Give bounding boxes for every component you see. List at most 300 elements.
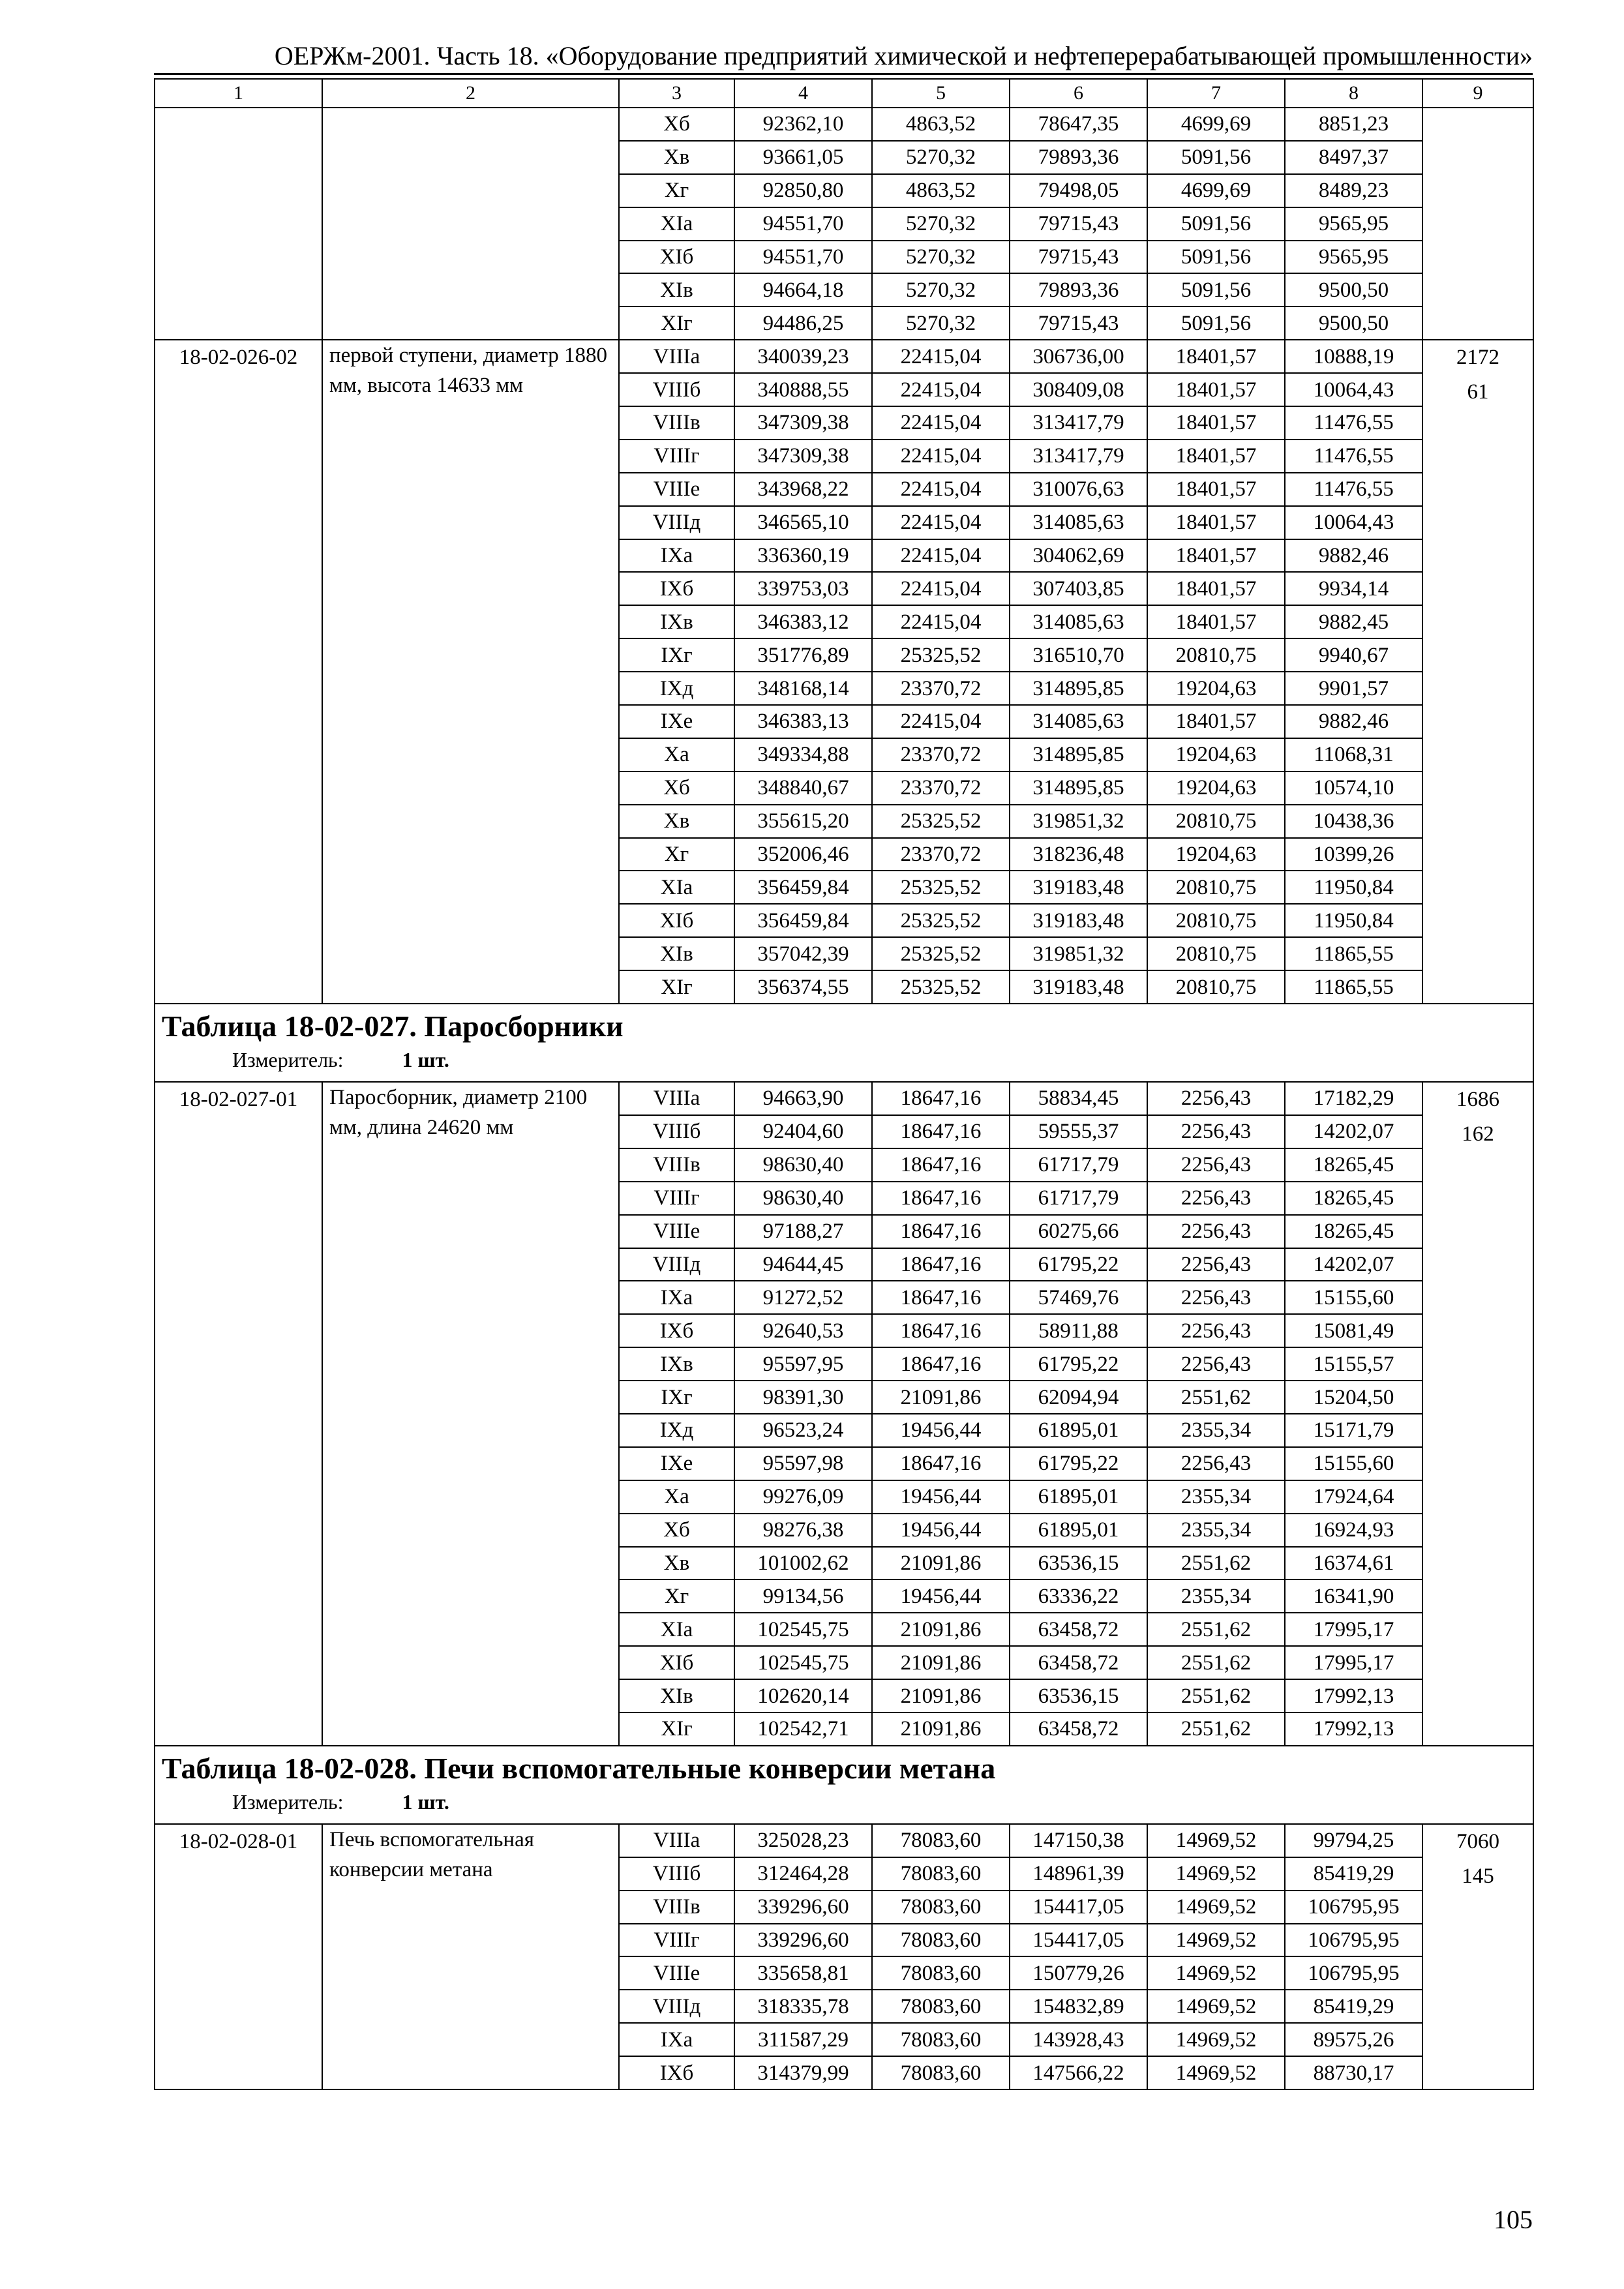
value-cell: 314085,63 (1010, 506, 1147, 539)
value-cell: 15155,57 (1285, 1347, 1422, 1381)
value-cell: 2355,34 (1147, 1414, 1285, 1447)
col9-value: 61 (1467, 380, 1489, 404)
value-cell: 5270,32 (872, 141, 1010, 174)
value-cell: 18647,16 (872, 1347, 1010, 1381)
value-cell: 2256,43 (1147, 1248, 1285, 1281)
value-cell: 19204,63 (1147, 672, 1285, 705)
value-cell: 18647,16 (872, 1082, 1010, 1115)
zone-cell: VIIIб (619, 1857, 734, 1891)
table-row (155, 1082, 1533, 1115)
table-row (155, 1824, 1533, 1857)
value-cell: 18401,57 (1147, 340, 1285, 373)
value-cell: 339296,60 (734, 1924, 872, 1957)
value-cell: 319183,48 (1010, 871, 1147, 904)
value-cell: 346383,13 (734, 705, 872, 738)
zone-cell: VIIIa (619, 1082, 734, 1115)
table-title: Таблица 18-02-028. Печи вспомогательные конверсии метана (162, 1751, 996, 1785)
value-cell: 20810,75 (1147, 871, 1285, 904)
value-cell: 57469,76 (1010, 1281, 1147, 1314)
zone-cell: VIIIa (619, 1824, 734, 1857)
value-cell: 314085,63 (1010, 605, 1147, 638)
item-description: Печь вспомогательная конверсии метана (322, 1824, 619, 2089)
value-cell: 10438,36 (1285, 805, 1422, 838)
value-cell: 21091,86 (872, 1547, 1010, 1580)
value-cell: 5091,56 (1147, 207, 1285, 241)
value-cell: 14969,52 (1147, 1956, 1285, 1990)
value-cell: 93661,05 (734, 141, 872, 174)
value-cell: 60275,66 (1010, 1215, 1147, 1248)
section-header-row (155, 1746, 1533, 1824)
value-cell: 11476,55 (1285, 406, 1422, 440)
value-cell: 78083,60 (872, 1857, 1010, 1891)
value-cell: 314085,63 (1010, 705, 1147, 738)
value-cell: 102545,75 (734, 1613, 872, 1646)
value-cell: 2256,43 (1147, 1347, 1285, 1381)
value-cell: 312464,28 (734, 1857, 872, 1891)
value-cell: 4699,69 (1147, 108, 1285, 141)
value-cell: 5270,32 (872, 241, 1010, 274)
zone-cell: XIг (619, 970, 734, 1004)
value-cell: 19456,44 (872, 1414, 1010, 1447)
value-cell: 154417,05 (1010, 1891, 1147, 1924)
unit-label: Измеритель: (232, 1789, 344, 1814)
value-cell: 355615,20 (734, 805, 872, 838)
value-cell: 59555,37 (1010, 1115, 1147, 1148)
value-cell: 97188,27 (734, 1215, 872, 1248)
value-cell: 18647,16 (872, 1148, 1010, 1182)
value-cell: 78083,60 (872, 2056, 1010, 2089)
zone-cell: IXa (619, 2023, 734, 2056)
value-cell: 20810,75 (1147, 970, 1285, 1004)
value-cell: 14969,52 (1147, 1857, 1285, 1891)
zone-cell: XIв (619, 1679, 734, 1713)
section-header-row (155, 1004, 1533, 1082)
value-cell: 21091,86 (872, 1679, 1010, 1713)
value-cell: 22415,04 (872, 373, 1010, 406)
column-number: 5 (872, 79, 1010, 108)
value-cell: 79893,36 (1010, 273, 1147, 307)
value-cell: 61795,22 (1010, 1347, 1147, 1381)
value-cell: 98630,40 (734, 1148, 872, 1182)
table-title: Таблица 18-02-027. Паросборники (162, 1010, 624, 1043)
value-cell: 79715,43 (1010, 307, 1147, 340)
value-cell: 9901,57 (1285, 672, 1422, 705)
value-cell: 96523,24 (734, 1414, 872, 1447)
value-cell: 335658,81 (734, 1956, 872, 1990)
value-cell: 99794,25 (1285, 1824, 1422, 1857)
zone-cell: Xa (619, 738, 734, 771)
table-row (155, 340, 1533, 373)
value-cell: 18647,16 (872, 1215, 1010, 1248)
value-cell: 98630,40 (734, 1182, 872, 1215)
value-cell: 325028,23 (734, 1824, 872, 1857)
zone-cell: XIб (619, 904, 734, 937)
value-cell: 340888,55 (734, 373, 872, 406)
value-cell: 19204,63 (1147, 838, 1285, 871)
value-cell: 339296,60 (734, 1891, 872, 1924)
value-cell: 10399,26 (1285, 838, 1422, 871)
value-cell: 5091,56 (1147, 141, 1285, 174)
value-cell: 78083,60 (872, 1990, 1010, 2023)
value-cell: 319851,32 (1010, 937, 1147, 970)
value-cell: 92640,53 (734, 1314, 872, 1347)
value-cell: 22415,04 (872, 473, 1010, 506)
value-cell: 11950,84 (1285, 904, 1422, 937)
column-number-row (155, 79, 1533, 108)
item-code-cell (155, 340, 322, 1004)
value-cell: 154832,89 (1010, 1990, 1147, 2023)
value-cell: 78083,60 (872, 1824, 1010, 1857)
value-cell: 336360,19 (734, 539, 872, 573)
zone-cell: IXв (619, 605, 734, 638)
value-cell: 20810,75 (1147, 937, 1285, 970)
value-cell: 339753,03 (734, 572, 872, 605)
value-cell: 2551,62 (1147, 1381, 1285, 1414)
zone-cell: Xб (619, 108, 734, 141)
zone-cell: Xб (619, 1514, 734, 1547)
value-cell: 4863,52 (872, 108, 1010, 141)
value-cell: 19204,63 (1147, 738, 1285, 771)
value-cell: 78647,35 (1010, 108, 1147, 141)
zone-cell: XIв (619, 937, 734, 970)
value-cell: 18647,16 (872, 1281, 1010, 1314)
value-cell: 63536,15 (1010, 1547, 1147, 1580)
column-number: 2 (322, 79, 619, 108)
value-cell: 340039,23 (734, 340, 872, 373)
value-cell: 319183,48 (1010, 970, 1147, 1004)
value-cell: 2551,62 (1147, 1679, 1285, 1713)
value-cell: 2256,43 (1147, 1215, 1285, 1248)
value-cell: 99276,09 (734, 1480, 872, 1514)
item-code-cell (155, 1824, 322, 2089)
value-cell: 310076,63 (1010, 473, 1147, 506)
section-header (155, 1004, 1533, 1082)
zone-cell: IXa (619, 539, 734, 573)
value-cell: 17924,64 (1285, 1480, 1422, 1514)
value-cell: 9565,95 (1285, 241, 1422, 274)
value-cell: 5091,56 (1147, 241, 1285, 274)
zone-cell: XIб (619, 1646, 734, 1679)
value-cell: 17995,17 (1285, 1613, 1422, 1646)
value-cell: 18401,57 (1147, 406, 1285, 440)
value-cell: 63458,72 (1010, 1713, 1147, 1746)
value-cell: 17992,13 (1285, 1679, 1422, 1713)
value-cell: 61717,79 (1010, 1148, 1147, 1182)
value-cell: 18401,57 (1147, 572, 1285, 605)
value-cell: 14969,52 (1147, 1824, 1285, 1857)
value-cell: 61717,79 (1010, 1182, 1147, 1215)
zone-cell: IXд (619, 672, 734, 705)
item-code: 18-02-027-01 (179, 1088, 298, 1112)
value-cell: 308409,08 (1010, 373, 1147, 406)
unit-line (232, 1787, 1526, 1817)
value-cell: 2551,62 (1147, 1613, 1285, 1646)
value-cell: 2355,34 (1147, 1514, 1285, 1547)
value-cell: 9934,14 (1285, 572, 1422, 605)
zone-cell: IXе (619, 1447, 734, 1480)
zone-cell: IXб (619, 1314, 734, 1347)
value-cell: 356374,55 (734, 970, 872, 1004)
price-table (154, 78, 1534, 2090)
value-cell: 318236,48 (1010, 838, 1147, 871)
value-cell: 22415,04 (872, 572, 1010, 605)
value-cell: 63458,72 (1010, 1613, 1147, 1646)
value-cell: 18647,16 (872, 1314, 1010, 1347)
value-cell: 18647,16 (872, 1447, 1010, 1480)
value-cell: 14969,52 (1147, 1891, 1285, 1924)
value-cell: 9882,46 (1285, 705, 1422, 738)
zone-cell: Xг (619, 1579, 734, 1613)
value-cell: 85419,29 (1285, 1990, 1422, 2023)
value-cell: 2355,34 (1147, 1480, 1285, 1514)
value-cell: 18401,57 (1147, 373, 1285, 406)
value-cell: 25325,52 (872, 937, 1010, 970)
unit-label: Измеритель: (232, 1048, 344, 1072)
value-cell: 98276,38 (734, 1514, 872, 1547)
item-description (322, 108, 619, 340)
item-code-cell (155, 1082, 322, 1746)
zone-cell: IXa (619, 1281, 734, 1314)
value-cell: 18647,16 (872, 1182, 1010, 1215)
item-code: 18-02-026-02 (179, 346, 298, 370)
value-cell: 4699,69 (1147, 174, 1285, 207)
value-cell: 319183,48 (1010, 904, 1147, 937)
value-cell: 15155,60 (1285, 1281, 1422, 1314)
value-cell: 8497,37 (1285, 141, 1422, 174)
value-cell: 23370,72 (872, 738, 1010, 771)
value-cell: 147150,38 (1010, 1824, 1147, 1857)
value-cell: 18647,16 (872, 1248, 1010, 1281)
value-cell: 2256,43 (1147, 1115, 1285, 1148)
value-cell: 21091,86 (872, 1381, 1010, 1414)
item-description: Паросборник, диаметр 2100 мм, длина 24620 мм (322, 1082, 619, 1746)
value-cell: 21091,86 (872, 1646, 1010, 1679)
zone-cell: VIIIa (619, 340, 734, 373)
value-cell: 11476,55 (1285, 473, 1422, 506)
value-cell: 15081,49 (1285, 1314, 1422, 1347)
value-cell: 18265,45 (1285, 1182, 1422, 1215)
value-cell: 10064,43 (1285, 506, 1422, 539)
value-cell: 147566,22 (1010, 2056, 1147, 2089)
value-cell: 61895,01 (1010, 1414, 1147, 1447)
value-cell: 18401,57 (1147, 605, 1285, 638)
value-cell: 4863,52 (872, 174, 1010, 207)
value-cell: 5091,56 (1147, 273, 1285, 307)
value-cell: 22415,04 (872, 705, 1010, 738)
zone-cell: VIIIе (619, 1956, 734, 1990)
value-cell: 17992,13 (1285, 1713, 1422, 1746)
value-cell: 11476,55 (1285, 440, 1422, 473)
value-cell: 348840,67 (734, 771, 872, 805)
value-cell: 92850,80 (734, 174, 872, 207)
page-number: 105 (1494, 2205, 1533, 2234)
value-cell: 18401,57 (1147, 506, 1285, 539)
value-cell: 2256,43 (1147, 1148, 1285, 1182)
value-cell: 25325,52 (872, 970, 1010, 1004)
value-cell: 106795,95 (1285, 1891, 1422, 1924)
value-cell: 311587,29 (734, 2023, 872, 2056)
value-cell: 79715,43 (1010, 241, 1147, 274)
value-cell: 98391,30 (734, 1381, 872, 1414)
zone-cell: XIг (619, 1713, 734, 1746)
value-cell: 25325,52 (872, 805, 1010, 838)
zone-cell: VIIIв (619, 1891, 734, 1924)
value-cell: 62094,94 (1010, 1381, 1147, 1414)
zone-cell: VIIIб (619, 373, 734, 406)
value-cell: 2256,43 (1147, 1082, 1285, 1115)
value-cell: 2256,43 (1147, 1447, 1285, 1480)
value-cell: 78083,60 (872, 1956, 1010, 1990)
value-cell: 78083,60 (872, 1891, 1010, 1924)
zone-cell: Xa (619, 1480, 734, 1514)
zone-cell: Xг (619, 174, 734, 207)
value-cell: 11950,84 (1285, 871, 1422, 904)
value-cell: 21091,86 (872, 1713, 1010, 1746)
zone-cell: VIIIг (619, 1924, 734, 1957)
value-cell: 11865,55 (1285, 970, 1422, 1004)
value-cell: 25325,52 (872, 904, 1010, 937)
value-cell: 23370,72 (872, 672, 1010, 705)
value-cell: 102542,71 (734, 1713, 872, 1746)
value-cell: 61895,01 (1010, 1514, 1147, 1547)
value-cell: 14202,07 (1285, 1248, 1422, 1281)
col9-value: 7060 (1456, 1829, 1499, 1853)
value-cell: 89575,26 (1285, 2023, 1422, 2056)
item-code-cell (155, 108, 322, 340)
value-cell: 18647,16 (872, 1115, 1010, 1148)
value-cell: 95597,95 (734, 1347, 872, 1381)
value-cell: 2551,62 (1147, 1646, 1285, 1679)
column-number: 3 (619, 79, 734, 108)
value-cell: 318335,78 (734, 1990, 872, 2023)
zone-cell: VIIIд (619, 1990, 734, 2023)
col9-cell (1422, 1082, 1533, 1746)
value-cell: 78083,60 (872, 1924, 1010, 1957)
column-number: 1 (155, 79, 322, 108)
value-cell: 2551,62 (1147, 1547, 1285, 1580)
column-number: 6 (1010, 79, 1147, 108)
value-cell: 18265,45 (1285, 1215, 1422, 1248)
value-cell: 347309,38 (734, 406, 872, 440)
value-cell: 79498,05 (1010, 174, 1147, 207)
value-cell: 5270,32 (872, 207, 1010, 241)
zone-cell: VIIIе (619, 473, 734, 506)
page-header: ОЕРЖм-2001. Часть 18. «Оборудование предприятий химической и нефтеперерабатывающей промышленности» (154, 39, 1533, 75)
value-cell: 102620,14 (734, 1679, 872, 1713)
zone-cell: IXг (619, 1381, 734, 1414)
value-cell: 346383,12 (734, 605, 872, 638)
value-cell: 304062,69 (1010, 539, 1147, 573)
value-cell: 18401,57 (1147, 705, 1285, 738)
value-cell: 314895,85 (1010, 771, 1147, 805)
value-cell: 307403,85 (1010, 572, 1147, 605)
value-cell: 17182,29 (1285, 1082, 1422, 1115)
value-cell: 20810,75 (1147, 805, 1285, 838)
section-header (155, 1746, 1533, 1824)
column-number: 7 (1147, 79, 1285, 108)
value-cell: 63536,15 (1010, 1679, 1147, 1713)
value-cell: 23370,72 (872, 771, 1010, 805)
unit-line (232, 1045, 1526, 1075)
value-cell: 346565,10 (734, 506, 872, 539)
zone-cell: XIб (619, 241, 734, 274)
value-cell: 15204,50 (1285, 1381, 1422, 1414)
zone-cell: VIIIг (619, 1182, 734, 1215)
value-cell: 348168,14 (734, 672, 872, 705)
zone-cell: XIг (619, 307, 734, 340)
value-cell: 356459,84 (734, 871, 872, 904)
col9-cell (1422, 340, 1533, 1004)
value-cell: 94663,90 (734, 1082, 872, 1115)
value-cell: 150779,26 (1010, 1956, 1147, 1990)
unit-value: 1 шт. (402, 1789, 449, 1814)
value-cell: 9500,50 (1285, 307, 1422, 340)
value-cell: 10888,19 (1285, 340, 1422, 373)
col9-value: 2172 (1456, 346, 1499, 370)
value-cell: 99134,56 (734, 1579, 872, 1613)
value-cell: 92404,60 (734, 1115, 872, 1148)
value-cell: 21091,86 (872, 1613, 1010, 1646)
zone-cell: VIIIг (619, 440, 734, 473)
value-cell: 19456,44 (872, 1579, 1010, 1613)
zone-cell: Xв (619, 1547, 734, 1580)
zone-cell: VIIIв (619, 1148, 734, 1182)
value-cell: 106795,95 (1285, 1956, 1422, 1990)
value-cell: 314895,85 (1010, 672, 1147, 705)
value-cell: 313417,79 (1010, 406, 1147, 440)
value-cell: 79893,36 (1010, 141, 1147, 174)
item-code: 18-02-028-01 (179, 1829, 298, 1853)
value-cell: 18401,57 (1147, 539, 1285, 573)
value-cell: 17995,17 (1285, 1646, 1422, 1679)
zone-cell: XIв (619, 273, 734, 307)
value-cell: 20810,75 (1147, 904, 1285, 937)
value-cell: 22415,04 (872, 605, 1010, 638)
zone-cell: IXв (619, 1347, 734, 1381)
value-cell: 9940,67 (1285, 638, 1422, 672)
col9-cell (1422, 1824, 1533, 2089)
value-cell: 19456,44 (872, 1480, 1010, 1514)
value-cell: 25325,52 (872, 871, 1010, 904)
value-cell: 22415,04 (872, 539, 1010, 573)
value-cell: 58834,45 (1010, 1082, 1147, 1115)
value-cell: 18401,57 (1147, 440, 1285, 473)
zone-cell: VIIIд (619, 506, 734, 539)
zone-cell: VIIIб (619, 1115, 734, 1148)
value-cell: 154417,05 (1010, 1924, 1147, 1957)
value-cell: 14969,52 (1147, 2056, 1285, 2089)
value-cell: 2256,43 (1147, 1281, 1285, 1314)
zone-cell: Xв (619, 141, 734, 174)
value-cell: 94644,45 (734, 1248, 872, 1281)
value-cell: 78083,60 (872, 2023, 1010, 2056)
value-cell: 22415,04 (872, 506, 1010, 539)
value-cell: 148961,39 (1010, 1857, 1147, 1891)
value-cell: 18401,57 (1147, 473, 1285, 506)
table-row (155, 108, 1533, 141)
zone-cell: Xв (619, 805, 734, 838)
value-cell: 16924,93 (1285, 1514, 1422, 1547)
value-cell: 106795,95 (1285, 1924, 1422, 1957)
value-cell: 14969,52 (1147, 2023, 1285, 2056)
value-cell: 19204,63 (1147, 771, 1285, 805)
value-cell: 11865,55 (1285, 937, 1422, 970)
value-cell: 2256,43 (1147, 1182, 1285, 1215)
zone-cell: Xб (619, 771, 734, 805)
value-cell: 8489,23 (1285, 174, 1422, 207)
value-cell: 15171,79 (1285, 1414, 1422, 1447)
zone-cell: XIa (619, 1613, 734, 1646)
